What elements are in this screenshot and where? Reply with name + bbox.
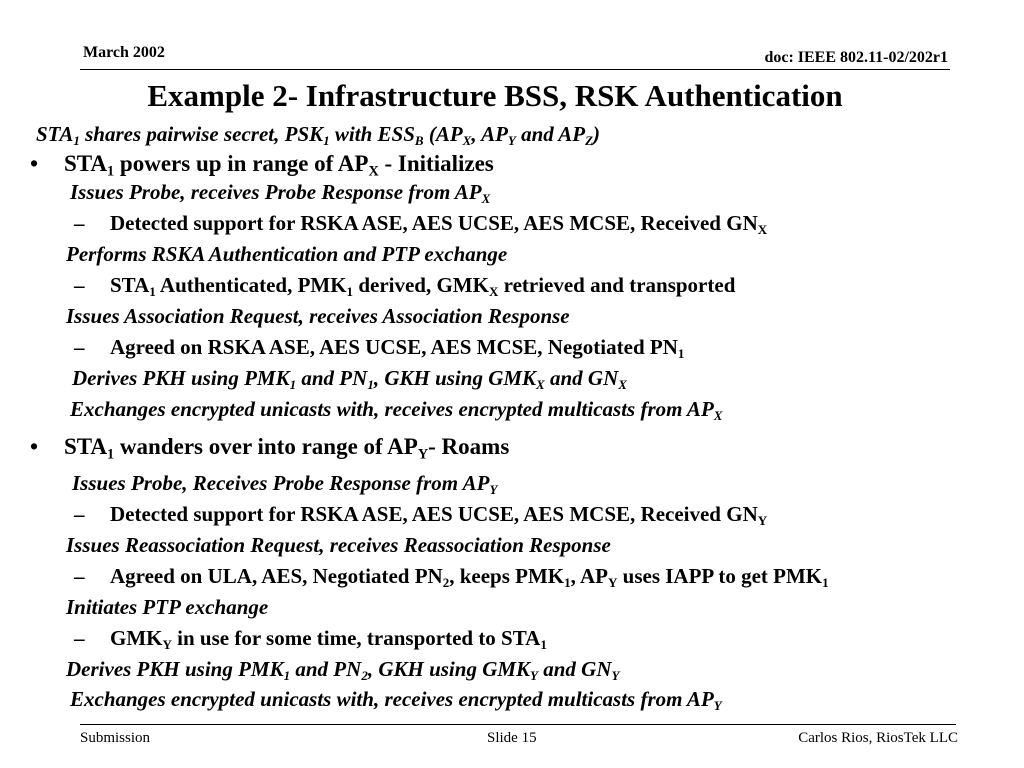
- text-run: ): [593, 122, 601, 146]
- body-line: [66, 241, 507, 267]
- header-divider: [80, 69, 950, 70]
- text-run: Performs RSKA Authentication and PTP exchange: [66, 242, 508, 266]
- subscript: Y: [417, 446, 429, 463]
- subscript: 1: [283, 667, 291, 683]
- subscript: Y: [530, 667, 538, 683]
- body-line: [66, 656, 619, 682]
- header-date: March 2002: [83, 44, 165, 61]
- text-run: and PN: [296, 366, 368, 390]
- text-run: - Initializes: [378, 151, 494, 176]
- text-run: derived, GMK: [353, 273, 489, 297]
- body-line: [66, 594, 268, 620]
- dash-icon: –: [74, 626, 85, 650]
- subscript: 1: [73, 132, 80, 148]
- subscript: 1: [107, 163, 115, 180]
- text-run: Agreed on ULA, AES, Negotiated PN: [110, 564, 443, 588]
- body-line: [70, 396, 722, 422]
- subscript: X: [536, 376, 545, 392]
- subscript: Y: [162, 636, 172, 652]
- text-run: retrieved and transported: [498, 273, 736, 297]
- text-run: STA: [64, 434, 108, 459]
- subscript: Y: [489, 481, 498, 497]
- text-run: wanders over into range of AP: [114, 434, 418, 459]
- text-run: , keeps PMK: [449, 564, 565, 588]
- footer-divider: [80, 724, 956, 725]
- text-run: and GN: [544, 366, 619, 390]
- subscript: X: [481, 190, 491, 206]
- subscript: 1: [540, 636, 547, 652]
- text-run: Exchanges encrypted unicasts with, receives encrypted multicasts from AP: [70, 397, 714, 421]
- header-doc-id: doc: IEEE 802.11-02/202r1: [764, 49, 948, 66]
- text-run: , GKH using GMK: [367, 657, 531, 681]
- subscript: Z: [585, 132, 594, 148]
- subscript: 1: [323, 132, 330, 148]
- subscript: 1: [367, 376, 374, 392]
- dash-icon: –: [74, 211, 85, 235]
- text-run: - Roams: [428, 434, 510, 459]
- subscript: 2: [442, 574, 450, 590]
- body-line: [72, 470, 497, 496]
- body-line: [74, 563, 829, 589]
- subscript: X: [488, 283, 499, 299]
- dash-icon: –: [74, 502, 85, 526]
- subscript: 1: [289, 376, 297, 392]
- dash-icon: –: [74, 335, 85, 359]
- text-run: shares pairwise secret, PSK: [79, 122, 324, 146]
- text-run: Agreed on RSKA ASE, AES UCSE, AES MCSE, Negotiated PN: [110, 335, 678, 359]
- body-line: [70, 686, 722, 712]
- subscript: Y: [611, 667, 620, 683]
- body-line: [74, 210, 767, 236]
- text-run: , AP: [471, 122, 508, 146]
- text-run: Authenticated, PMK: [155, 273, 347, 297]
- subscript: Y: [713, 697, 722, 713]
- text-run: Detected support for RSKA ASE, AES UCSE, AES MCSE, Received GN: [110, 211, 758, 235]
- body-line: [74, 625, 547, 651]
- text-run: with ESS: [329, 122, 415, 146]
- text-run: Issues Probe, Receives Probe Response from AP: [72, 471, 490, 495]
- subscript: Y: [507, 132, 516, 148]
- text-run: and AP: [515, 122, 586, 146]
- subscript: 2: [361, 667, 368, 683]
- text-run: uses IAPP to get PMK: [617, 564, 823, 588]
- subscript: 1: [677, 345, 685, 361]
- subscript: X: [757, 221, 768, 237]
- text-run: , AP: [570, 564, 608, 588]
- text-run: and GN: [538, 657, 612, 681]
- text-run: Issues Reassociation Request, receives Reassociation Response: [66, 533, 611, 557]
- subscript: X: [462, 132, 472, 148]
- text-run: STA: [36, 122, 74, 146]
- text-run: Derives PKH using PMK: [72, 366, 290, 390]
- text-run: Derives PKH using PMK: [66, 657, 284, 681]
- subscript: 1: [564, 574, 571, 590]
- body-line: [66, 532, 611, 558]
- text-run: Detected support for RSKA ASE, AES UCSE, AES MCSE, Received GN: [110, 502, 758, 526]
- subscript: Y: [757, 512, 768, 528]
- text-run: (AP: [423, 122, 463, 146]
- body-line: [70, 179, 490, 205]
- text-run: Exchanges encrypted unicasts with, receives encrypted multicasts from AP: [70, 687, 714, 711]
- bullet-icon: •: [30, 434, 39, 459]
- text-run: powers up in range of AP: [114, 151, 369, 176]
- text-run: Issues Association Request, receives Association Response: [66, 304, 570, 328]
- footer-submission: Submission: [80, 730, 151, 746]
- subscript: 1: [346, 283, 354, 299]
- text-run: STA: [110, 273, 150, 297]
- slide-title: Example 2- Infrastructure BSS, RSK Authentication: [147, 78, 843, 113]
- text-run: GMK: [110, 626, 163, 650]
- body-line: [74, 501, 767, 527]
- subscript: 1: [107, 446, 115, 463]
- text-run: and PN: [290, 657, 362, 681]
- text-run: Issues Probe, receives Probe Response from AP: [70, 180, 482, 204]
- footer-author: Carlos Rios, RiosTek LLC: [798, 730, 958, 746]
- footer-slide-number: Slide 15: [487, 730, 537, 746]
- body-line: [74, 272, 735, 298]
- text-run: Initiates PTP exchange: [66, 595, 269, 619]
- dash-icon: –: [74, 564, 85, 588]
- text-run: STA: [64, 151, 108, 176]
- text-run: , GKH using GMK: [373, 366, 537, 390]
- body-line: [30, 151, 494, 180]
- slide-subtitle: [36, 120, 600, 148]
- body-line: [66, 303, 570, 329]
- subscript: X: [368, 163, 379, 180]
- subscript: B: [414, 132, 424, 148]
- subscript: 1: [149, 283, 156, 299]
- subscript: 1: [822, 574, 829, 590]
- subscript: X: [713, 407, 723, 423]
- body-line: [30, 434, 510, 463]
- dash-icon: –: [74, 273, 85, 297]
- subscript: X: [618, 376, 627, 392]
- body-line: [72, 365, 627, 391]
- text-run: in use for some time, transported to STA: [171, 626, 541, 650]
- subscript: Y: [607, 574, 618, 590]
- bullet-icon: •: [30, 151, 39, 176]
- body-line: [74, 334, 684, 360]
